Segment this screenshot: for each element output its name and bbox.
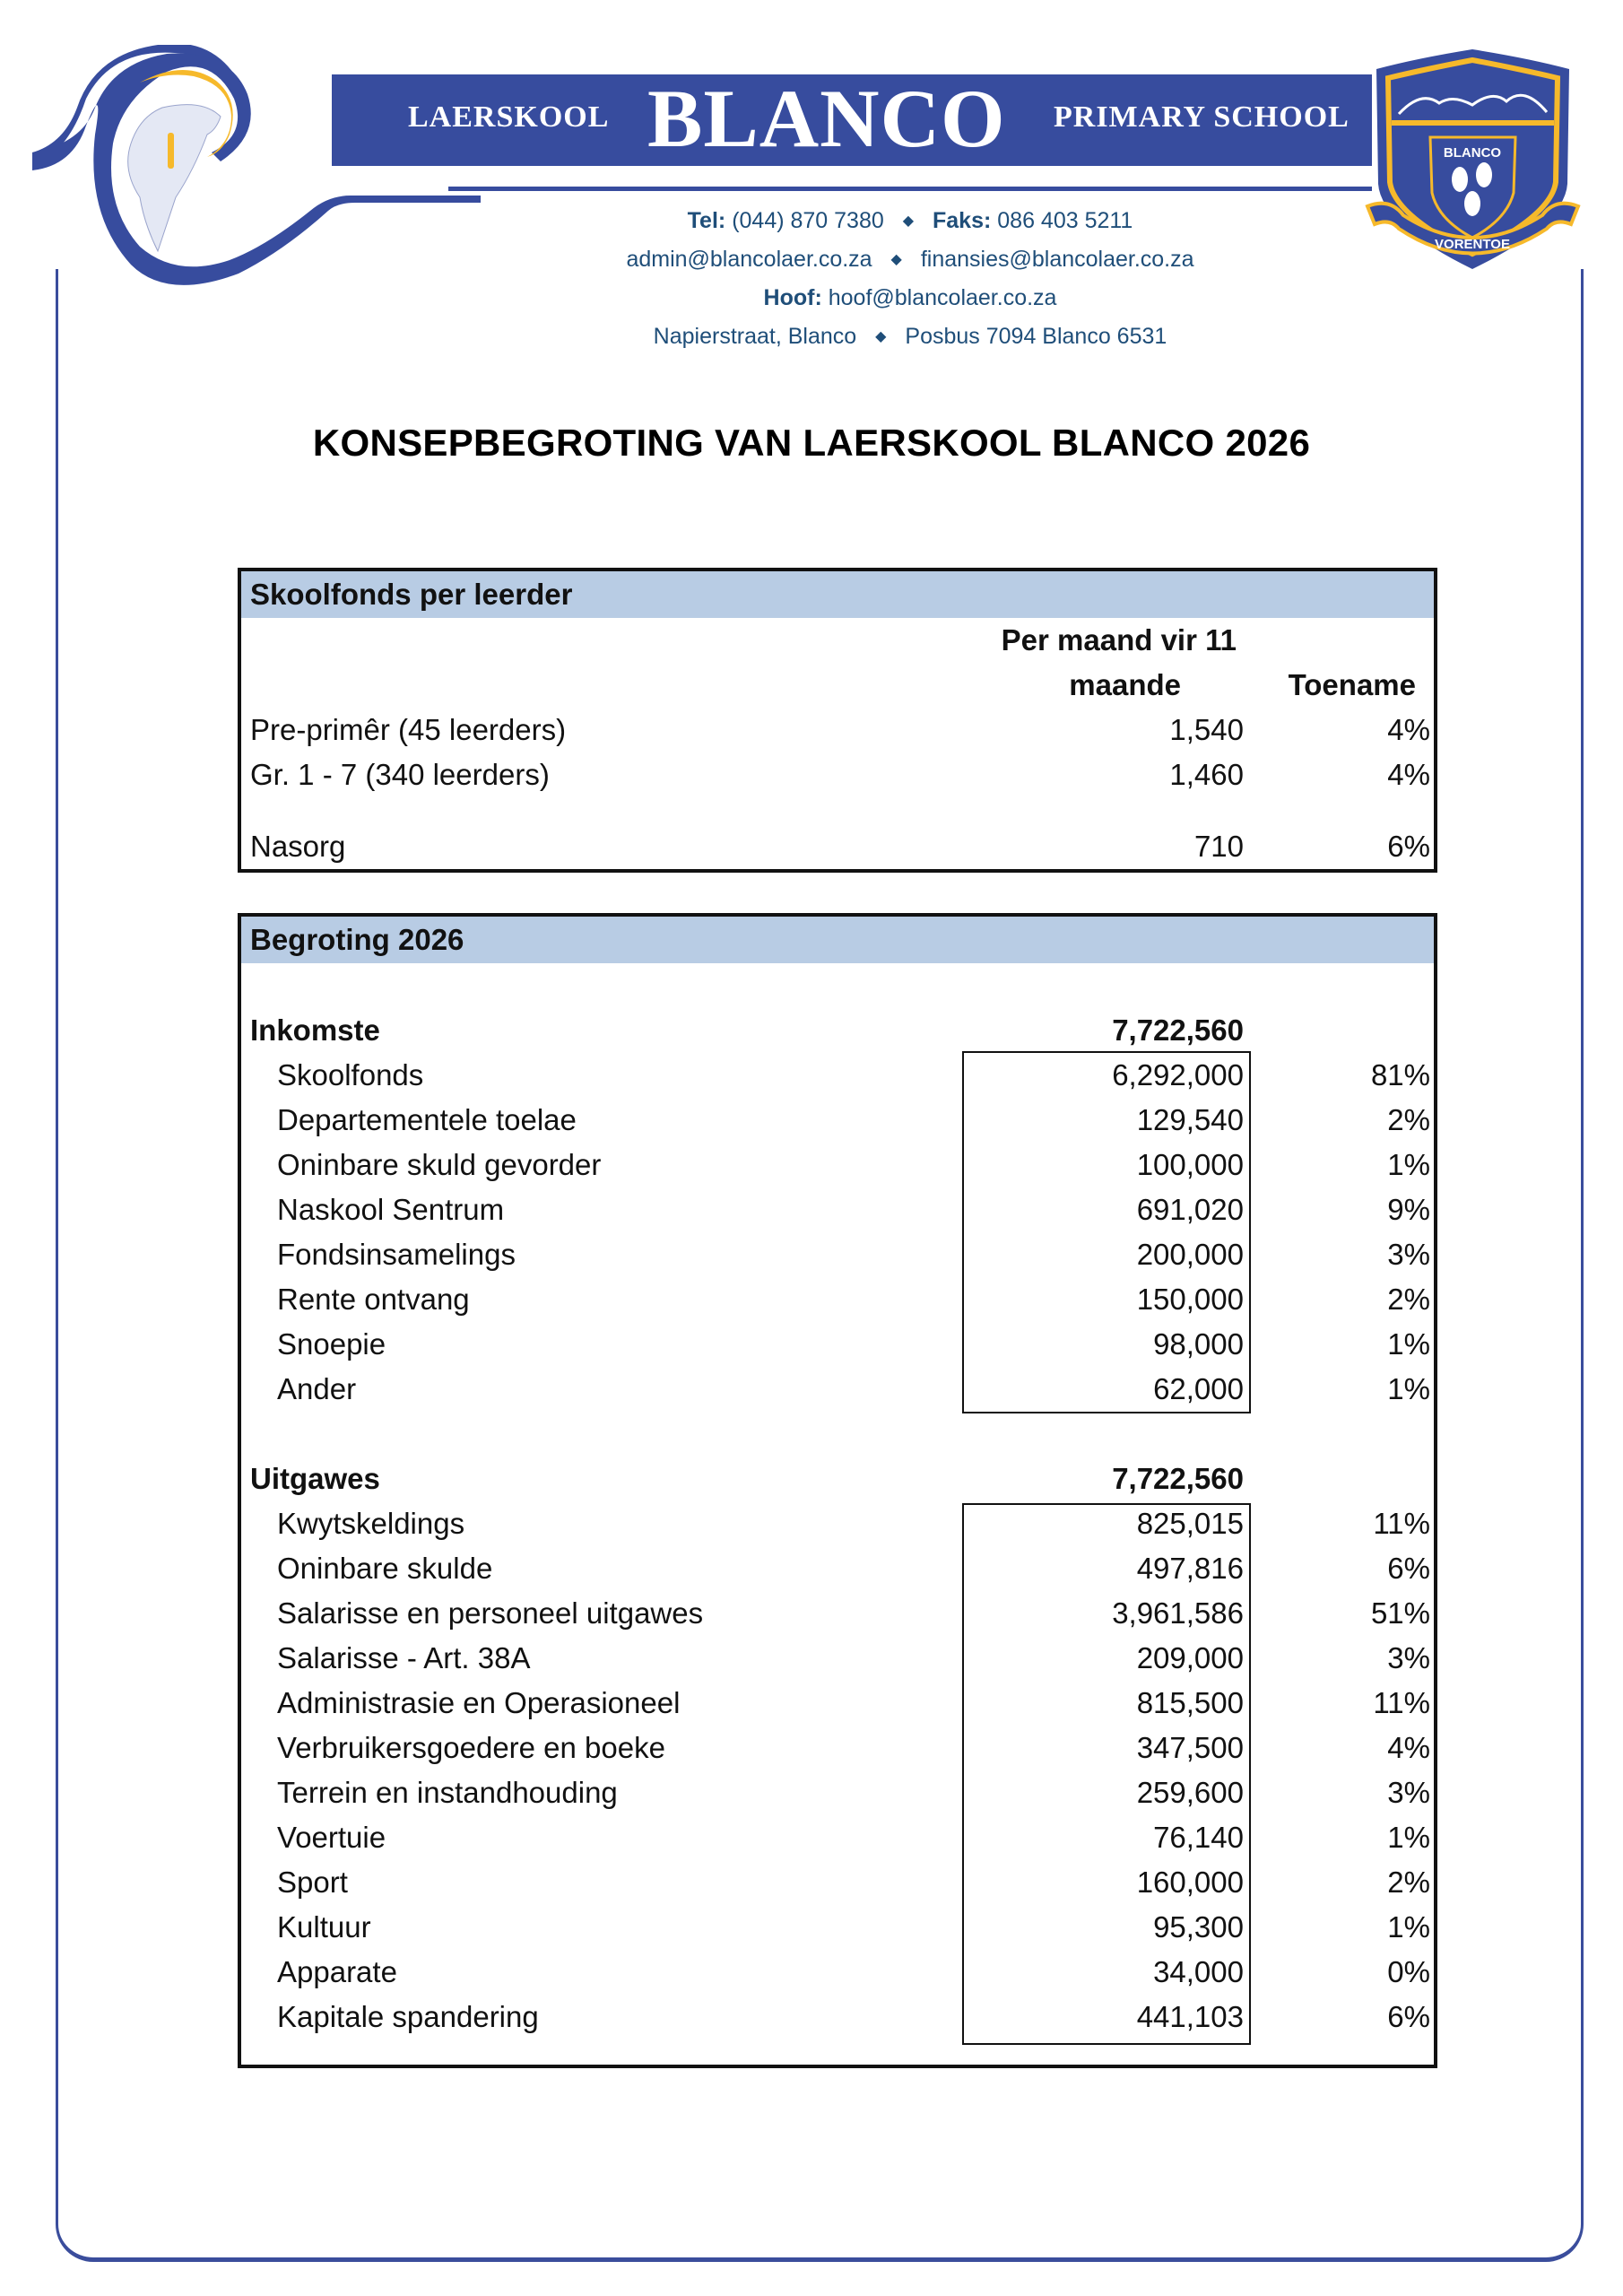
table-row: Rente ontvang 150,000 2% [277,1283,1430,1316]
contact-address [448,324,1372,350]
table-row: Ander 62,000 1% [277,1372,1430,1405]
fees-header-row-1 [241,618,1434,663]
table-row: Salarisse - Art. 38A 209,000 3% [277,1641,1430,1674]
table-row: Fondsinsamelings 200,000 3% [277,1238,1430,1271]
contact-head [448,285,1372,311]
budget-table-heading: Begroting 2026 [241,917,1434,963]
col-header-per-month: Per maand vir 11 [1001,623,1237,657]
table-row: Administrasie en Operasioneel 815,500 11% [277,1686,1430,1719]
diamond-separator-icon: ◆ [890,252,902,267]
table-row: Terrein en instandhouding 259,600 3% [277,1776,1430,1809]
table-row: Verbruikersgoedere en boeke 347,500 4% [277,1731,1430,1764]
contact-emails [448,247,1372,273]
banner-primary-school-text: PRIMARY SCHOOL [1054,100,1350,134]
spacer-row [241,797,1434,824]
table-row: Skoolfonds 6,292,000 81% [277,1058,1430,1091]
table-row: Nasorg 710 6% [250,830,1430,863]
col-header-months: maande [1069,668,1181,701]
col-header-increase: Toename [1288,668,1416,701]
fees-table-heading: Skoolfonds per leerder [241,571,1434,618]
fax-value: 086 403 5211 [997,208,1133,233]
tel-value: (044) 870 7380 [732,208,884,233]
contact-phone-fax [448,208,1372,234]
table-row: Voertuie 76,140 1% [277,1821,1430,1854]
fees-per-learner-table [238,568,1437,873]
table-row: Oninbare skuld gevorder 100,000 1% [277,1148,1430,1181]
head-label: Hoof: [763,285,822,310]
banner-school-name: BLANCO [647,73,1006,164]
page-title: KONSEPBEGROTING VAN LAERSKOOL BLANCO 2026 [312,422,1311,464]
page-border-right-top [1581,274,1584,300]
table-row: Kapitale spandering 441,103 6% [277,2000,1430,2033]
street-address: Napierstraat, Blanco [653,324,857,349]
head-email-link[interactable]: hoof@blancolaer.co.za [828,285,1057,310]
table-row: Naskool Sentrum 691,020 9% [277,1193,1430,1226]
svg-text:VORENTOE: VORENTOE [1435,237,1510,252]
fees-header-row-2 [241,663,1434,708]
fax-label: Faks: [933,208,992,233]
finance-email-link[interactable]: finansies@blancolaer.co.za [920,247,1194,272]
table-row: Gr. 1 - 7 (340 leerders) 1,460 4% [250,758,1430,791]
table-row: Oninbare skulde 497,816 6% [277,1552,1430,1585]
table-row: Apparate 34,000 0% [277,1955,1430,1988]
tel-label: Tel: [687,208,726,233]
spacer-row [241,963,1434,1008]
budget-2026-table [238,913,1437,2068]
table-row: Sport 160,000 2% [277,1866,1430,1899]
table-row: Departementele toelae 129,540 2% [277,1103,1430,1136]
diamond-separator-icon: ◆ [875,329,887,344]
svg-text:BLANCO: BLANCO [1443,145,1502,161]
school-crest-icon [1363,49,1583,274]
banner-underline [448,187,1372,191]
table-row: Kultuur 95,300 1% [277,1910,1430,1944]
table-row: Pre-primêr (45 leerders) 1,540 4% [250,713,1430,746]
postal-address: Posbus 7094 Blanco 6531 [905,324,1167,349]
spacer-row [241,1412,1434,1457]
expenses-total-row: Uitgawes 7,722,560 [250,1462,1244,1495]
table-row: Kwytskeldings 825,015 11% [277,1507,1430,1540]
table-row: Snoepie 98,000 1% [277,1327,1430,1361]
banner-laerskool-text: LAERSKOOL [408,100,610,134]
income-total-row: Inkomste 7,722,560 [250,1013,1244,1047]
table-row: Salarisse en personeel uitgawes 3,961,586 51% [277,1596,1430,1630]
diamond-separator-icon: ◆ [902,213,915,229]
admin-email-link[interactable]: admin@blancolaer.co.za [626,247,872,272]
